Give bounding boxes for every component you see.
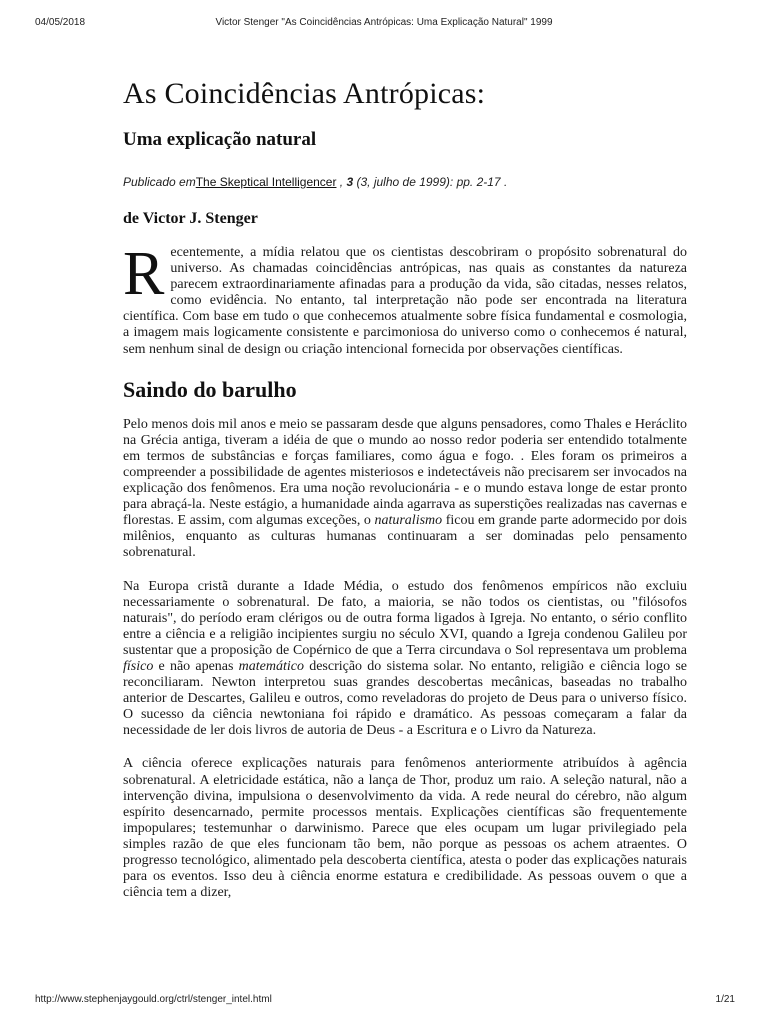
article-title: As Coincidências Antrópicas:: [123, 77, 486, 110]
print-date: 04/05/2018: [35, 17, 86, 28]
byline: de Victor J. Stenger: [123, 210, 258, 227]
article-subtitle: Uma explicação natural: [123, 129, 317, 150]
print-page-title: Victor Stenger "As Coincidências Antrópicas: Uma Explicação Natural" 1999: [215, 17, 553, 28]
paragraph-3: [123, 579, 687, 740]
drop-cap: R: [123, 240, 165, 308]
journal-link[interactable]: The Skeptical Intelligencer: [195, 175, 337, 189]
paragraph-3-emphasis-1: físico: [123, 658, 154, 674]
paragraph-2-emphasis: naturalismo: [374, 513, 443, 529]
intro-text: ecentemente, a mídia relatou que os cientistas descobriram o propósito sobrenatural do universo. As chamadas coincidências antrópicas, nas quais as constantes da natureza parecem extraordinariamente afinadas para a produção da vida, são citadas, nesses relatos, como evidência. No entanto, tal interpretação não pode ser encontrada na literatura científica. Com base em tudo o que conhecemos atualmente sobre física fundamental e cosmologia, a imagem mais logicamente consistente e parcimoniosa do universo como o conhecemos é natural, sem nenhum sinal de design ou criação intencional fornecida por observações científicas.: [123, 245, 687, 357]
paragraph-3-text-a: Na Europa cristã durante a Idade Média, o estudo dos fenômenos empíricos não excluiu necessariamente o sobrenatural. De fato, a maioria, se não todos os cientistas, ou "filósofos naturais", do período eram clérigos ou de outra forma ligados à Igreja. No entanto, o sério conflito entre a ciência e a religião incipientes surgiu no século XVI, quando a Igreja condenou Galileu por sustentar que a proposição de Copérnico de que a Terra circundava o Sol representava um problema: [123, 578, 687, 658]
footer-url-link[interactable]: http://www.stephenjaygould.org/ctrl/stenger_intel.html: [35, 994, 272, 1005]
paragraph-4: A ciência oferece explicações naturais para fenômenos anteriormente atribuídos à agência sobrenatural. A eletricidade estática, não a lança de Thor, produz um raio. A seleção natural, não a intervenção divina, impulsiona o desenvolvimento da vida. A rede neural do cérebro, não algum espírito desencarnado, permite processos mentais. Explicações científicas são frequentemente impopulares; testemunhar o darwinismo. Parece que eles ocupam um lugar privilegiado pela simples razão de que eles funcionam tão bem, não porque as pessoas os achem atraentes. O progresso tecnológico, alimentado pela descoberta científica, atesta o poder das explicações naturais para os eventos. Isso deu à ciência enorme estatura e credibilidade. As pessoas ouvem o que a ciência tem a dizer,: [123, 756, 687, 901]
page-number: 1/21: [715, 994, 735, 1005]
paragraph-3-emphasis-2: matemático: [238, 658, 304, 674]
publication-separator: ,: [336, 175, 347, 189]
paragraph-3-text-c: descrição do sistema solar. No entanto, religião e ciência logo se reconciliaram. Newton interpretou suas grandes descobertas mecânicas, baseadas no trabalho anterior de Descartes, Galileu e outros, como reveladoras do projeto de Deus para o universo físico. O sucesso da ciência newtoniana foi rápido e dramático. As pessoas começaram a falar da necessidade de ler dois livros de autoria de Deus - a Escritura e o Livro da Natureza.: [123, 658, 687, 739]
paragraph-2-text-a: Pelo menos dois mil anos e meio se passaram desde que alguns pensadores, como Thales e Heráclito na Grécia antiga, tiveram a idéia de que o mundo ao nosso redor poderia ser entendido totalmente em termos de substâncias e forças familiares, como água e fogo. . Eles foram os primeiros a compreender a possibilidade de agentes misteriosos e indetectáveis não precisarem ser invocados na explicação dos fenômenos. Era uma noção revolucionária - e o mundo estava longe de estar pronto para abraçá-la. Neste estágio, a humanidade ainda agarrava as superstições realizadas nas cavernas e florestas. E assim, com algumas exceções, o: [123, 416, 687, 529]
intro-paragraph: [123, 240, 687, 358]
paragraph-2: [123, 417, 687, 562]
publication-volume: 3: [346, 175, 354, 189]
article: [123, 74, 687, 901]
publication-prefix: Publicado em: [123, 175, 196, 189]
publication-details: (3, julho de 1999): pp. 2-17 .: [353, 175, 508, 189]
paragraph-3-text-b: e não apenas: [153, 658, 239, 674]
paragraph-2-text-b: ficou em grande parte adormecido por dois milênios, enquanto as culturas humanas continuaram a ser dominadas pelo pensamento sobrenatural.: [123, 513, 687, 561]
section-heading: Saindo do barulho: [123, 376, 297, 402]
publication-line: [123, 174, 687, 190]
